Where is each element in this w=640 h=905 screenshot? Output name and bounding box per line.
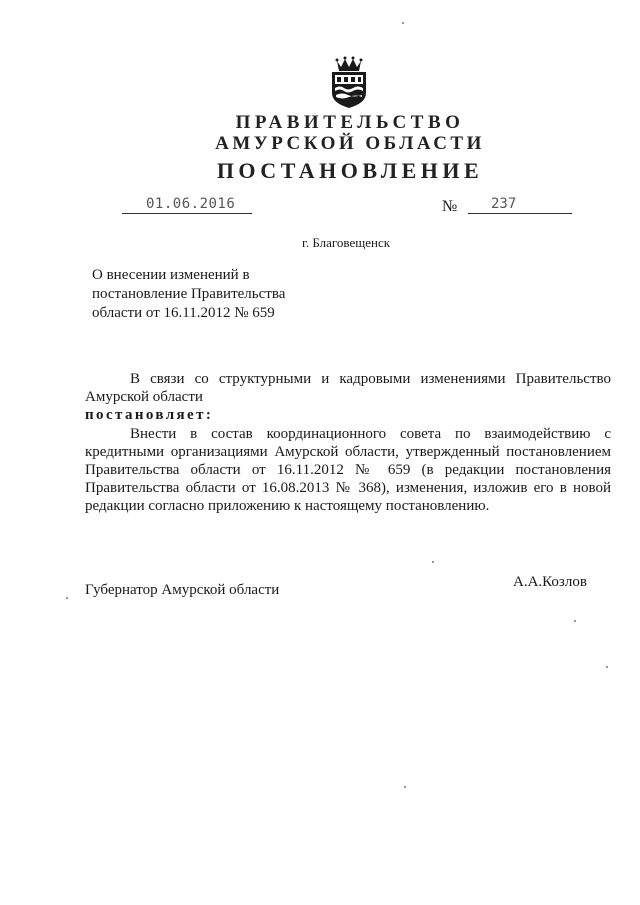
number-sign: №: [442, 198, 458, 215]
subject-line: О внесении изменений в: [92, 267, 250, 283]
scan-speck: [402, 22, 404, 24]
clause-paragraph: Внести в состав координационного совета по взаимодействию с кредитными организациями Амурской области, утвержденный постановлением Правительства области от 16.11.2012 № 659 (в редакции постановления Правительства области от 16.08.2013 № 368), изменения, изложив его в новой редакции согласно приложению к настоящему постановлению.: [85, 426, 611, 514]
date-underline: [122, 213, 252, 214]
scan-speck: [606, 666, 608, 668]
coat-of-arms-emblem: [326, 55, 372, 109]
signatory-name: А.А.Козлов: [513, 574, 587, 590]
subject-line: области от 16.11.2012 № 659: [92, 305, 275, 321]
document-number: 237: [491, 196, 517, 212]
scan-speck: [432, 561, 434, 563]
signatory-title: Губернатор Амурской области: [85, 582, 280, 598]
document-date: 01.06.2016: [146, 196, 236, 212]
resolves-keyword: постановляет:: [85, 407, 214, 423]
government-title: ПРАВИТЕЛЬСТВО: [235, 112, 465, 133]
subject-line: постановление Правительства: [92, 286, 286, 302]
document-subject: [92, 266, 352, 323]
number-underline: [468, 213, 572, 214]
document-type-title: ПОСТАНОВЛЕНИЕ: [216, 158, 484, 183]
preamble-paragraph: В связи со структурными и кадровыми изменениями Правительство Амурской области: [85, 371, 611, 405]
city-label: г. Благовещенск: [302, 235, 391, 250]
region-title: АМУРСКОЙ ОБЛАСТИ: [215, 133, 485, 154]
scan-speck: [66, 597, 68, 599]
scan-speck: [574, 620, 576, 622]
scan-speck: [404, 786, 406, 788]
